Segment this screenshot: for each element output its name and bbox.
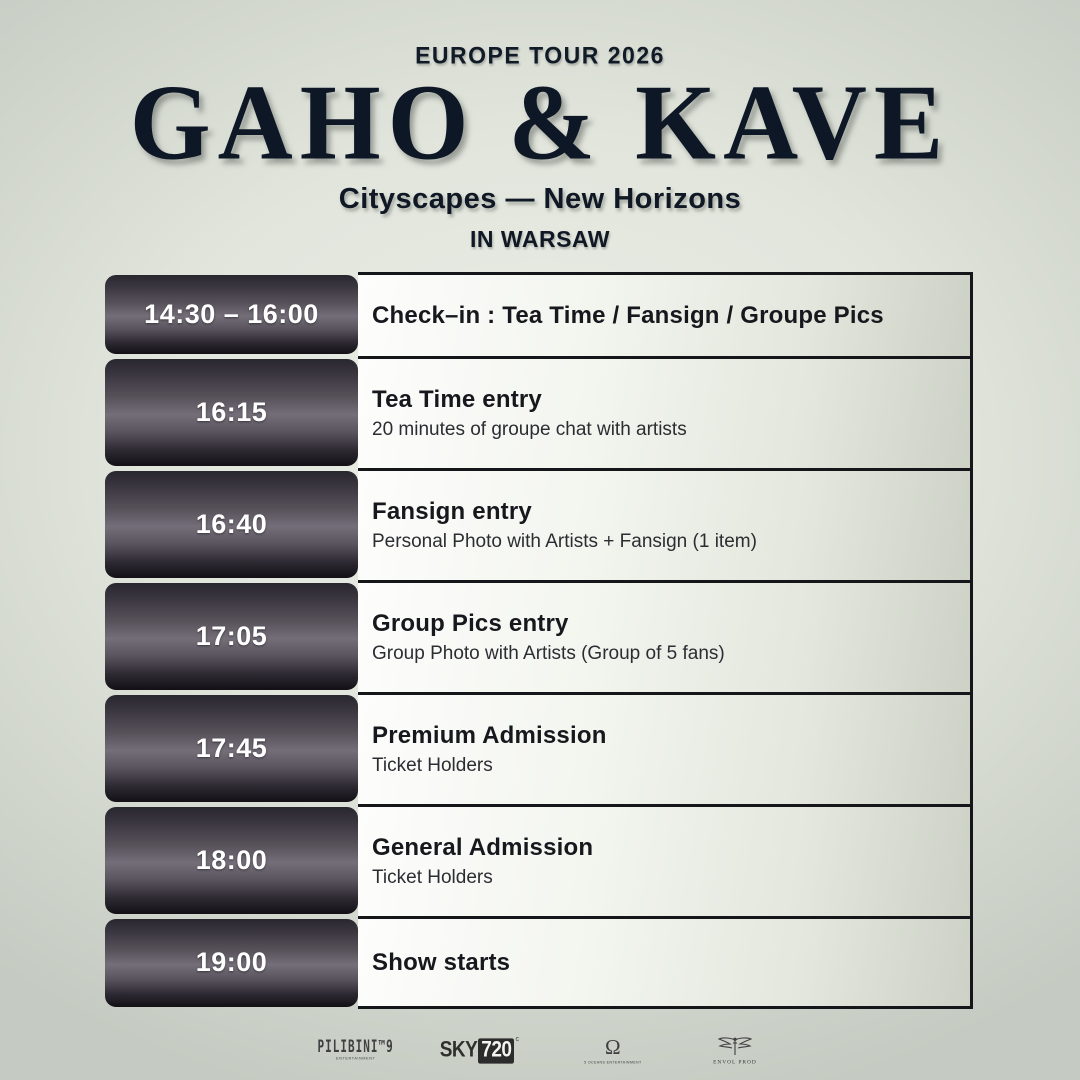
event-subtitle: Group Photo with Artists (Group of 5 fans) [372, 643, 725, 664]
schedule-time-column [105, 272, 358, 356]
schedule-time: 16:15 [195, 396, 268, 427]
event-title: Fansign entry [372, 498, 532, 525]
angel-wings-icon [718, 1037, 752, 1057]
schedule-description-cell [358, 916, 973, 1009]
schedule-description-cell [358, 272, 973, 356]
barcode-wordmark-icon: PILIBINI™9 [317, 1036, 394, 1057]
time-pill [105, 471, 358, 578]
event-title: General Admission [372, 834, 594, 861]
schedule-time: 17:05 [195, 620, 268, 651]
sky720-superscript: c [515, 1036, 519, 1043]
schedule-time: 18:00 [195, 844, 268, 875]
event-title: Show starts [372, 948, 511, 976]
schedule-row [105, 916, 973, 1009]
schedule-time-column [105, 580, 358, 692]
schedule-time: 19:00 [195, 947, 268, 977]
event-subtitle: Ticket Holders [372, 755, 493, 776]
schedule-table [105, 272, 973, 1009]
event-title: Tea Time entry [372, 386, 542, 413]
schedule-time-column [105, 804, 358, 916]
sponsor-envol-subtext: ENVOL PROD [712, 1058, 757, 1065]
sky720-wordmark-icon [439, 1036, 519, 1063]
schedule-row [105, 272, 973, 356]
poster-header [0, 0, 1080, 253]
tour-label: EUROPE TOUR 2026 [415, 41, 665, 69]
time-pill [105, 807, 358, 914]
schedule-row [105, 580, 973, 692]
event-title: Group Pics entry [372, 610, 569, 637]
schedule-description-cell [358, 580, 973, 692]
poster-location: IN WARSAW [470, 226, 610, 252]
schedule-time-column [105, 356, 358, 468]
schedule-time-column [105, 468, 358, 580]
schedule-time: 17:45 [195, 732, 268, 763]
event-title: Check–in : Tea Time / Fansign / Groupe Pics [372, 301, 884, 329]
poster-title: GAHO & KAVE [129, 62, 951, 183]
schedule-row [105, 356, 973, 468]
poster-subtitle: Cityscapes — New Horizons [338, 183, 742, 215]
time-pill [105, 919, 358, 1007]
sponsor-strip [0, 1022, 1080, 1080]
schedule-time-column [105, 916, 358, 1009]
time-pill [105, 695, 358, 802]
schedule-time-column [105, 692, 358, 804]
sponsor-pilibini-subtext: ENTERTAINMENT [335, 1057, 376, 1061]
schedule-time: 16:40 [195, 508, 268, 539]
sky720-720-badge: 720 [478, 1038, 514, 1063]
event-subtitle: Ticket Holders [372, 867, 493, 888]
schedule-time: 14:30 – 16:00 [144, 298, 319, 329]
event-title: Premium Admission [372, 722, 607, 749]
time-pill [105, 275, 358, 354]
schedule-description-cell [358, 804, 973, 916]
sponsor-pilibini [317, 1036, 394, 1062]
sponsor-sky720 [439, 1036, 519, 1063]
sponsor-five-oceans-subtext: 5 OCEANS ENTERTAINMENT [584, 1060, 642, 1065]
schedule-description-cell [358, 468, 973, 580]
sponsor-five-oceans [565, 1034, 661, 1066]
schedule-description-cell [358, 692, 973, 804]
schedule-row [105, 468, 973, 580]
event-subtitle: Personal Photo with Artists + Fansign (1 item) [372, 531, 757, 552]
schedule-row [105, 692, 973, 804]
schedule-row [105, 804, 973, 916]
schedule-description-cell [358, 356, 973, 468]
event-subtitle: 20 minutes of groupe chat with artists [372, 419, 687, 440]
time-pill [105, 583, 358, 690]
sponsor-envol-prod [707, 1037, 763, 1066]
time-pill [105, 359, 358, 466]
omega-icon: Ω [605, 1034, 621, 1059]
sky720-sky-text: SKY [439, 1038, 478, 1063]
